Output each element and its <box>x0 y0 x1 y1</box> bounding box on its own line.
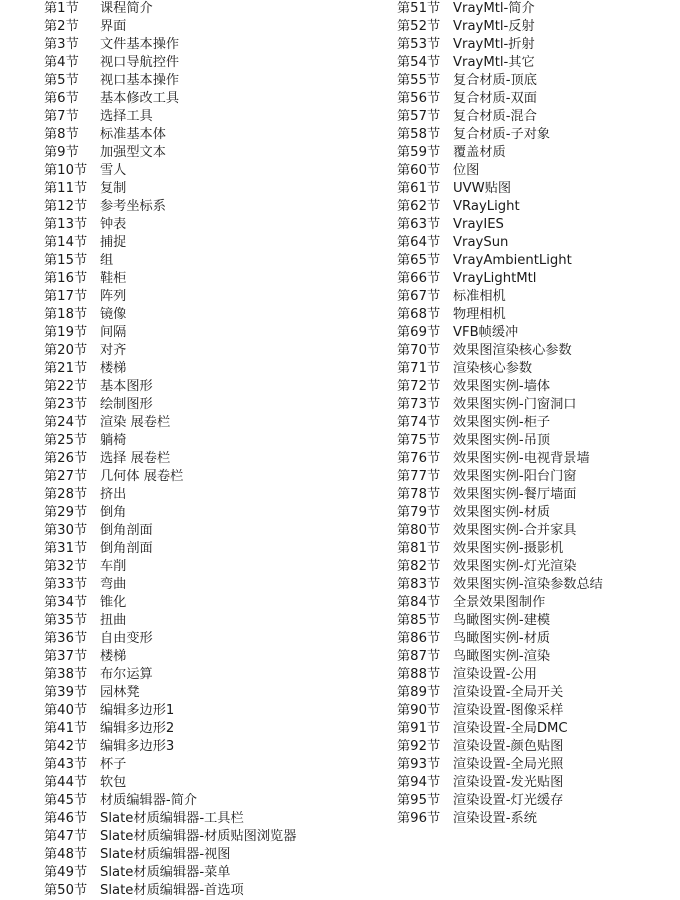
lesson-title: 鞋柜 <box>100 271 127 286</box>
lesson-item <box>44 810 364 828</box>
lesson-number: 第23节 <box>44 397 88 412</box>
lesson-number: 第21节 <box>44 361 88 376</box>
lesson-number: 第89节 <box>397 685 441 700</box>
lesson-title: 倒角剖面 <box>100 523 153 538</box>
lesson-item <box>397 72 677 90</box>
lesson-number: 第20节 <box>44 343 88 358</box>
lesson-item <box>44 90 364 108</box>
lesson-title: VrayIES <box>453 217 504 232</box>
lesson-title: UVW贴图 <box>453 181 512 196</box>
lesson-number: 第92节 <box>397 739 441 754</box>
lesson-item <box>44 216 364 234</box>
lesson-title: 渲染设置-系统 <box>453 811 537 826</box>
lesson-title: 间隔 <box>100 325 127 340</box>
lesson-number: 第33节 <box>44 577 88 592</box>
lesson-number: 第13节 <box>44 217 88 232</box>
lesson-number: 第24节 <box>44 415 88 430</box>
lesson-title: 文件基本操作 <box>100 37 180 52</box>
lesson-item <box>397 558 677 576</box>
lesson-title: 渲染设置-公用 <box>453 667 537 682</box>
lesson-title: 渲染设置-全局DMC <box>453 721 568 736</box>
lesson-title: 界面 <box>100 19 127 34</box>
lesson-number: 第25节 <box>44 433 88 448</box>
lesson-number: 第74节 <box>397 415 441 430</box>
lesson-title: 标准基本体 <box>100 127 166 142</box>
lesson-title: 阵列 <box>100 289 127 304</box>
lesson-number: 第1节 <box>44 1 79 16</box>
lesson-title: 几何体 展卷栏 <box>100 469 184 484</box>
lesson-title: Slate材质编辑器-视图 <box>100 847 231 862</box>
lesson-item <box>397 270 677 288</box>
lesson-number: 第62节 <box>397 199 441 214</box>
lesson-item <box>397 324 677 342</box>
lesson-number: 第11节 <box>44 181 88 196</box>
lesson-title: 覆盖材质 <box>453 145 506 160</box>
lesson-item <box>44 54 364 72</box>
lesson-item <box>44 396 364 414</box>
lesson-item <box>44 180 364 198</box>
lesson-number: 第71节 <box>397 361 441 376</box>
lesson-item <box>44 288 364 306</box>
lesson-number: 第69节 <box>397 325 441 340</box>
lesson-item <box>44 792 364 810</box>
lesson-title: 鸟瞰图实例-建模 <box>453 613 551 628</box>
lesson-title: 捕捉 <box>100 235 127 250</box>
lesson-title: 渲染设置-全局开关 <box>453 685 564 700</box>
lesson-number: 第95节 <box>397 793 441 808</box>
lesson-number: 第87节 <box>397 649 441 664</box>
lesson-title: 渲染核心参数 <box>453 361 533 376</box>
lesson-title: 复合材质-双面 <box>453 91 537 106</box>
lesson-item <box>397 468 677 486</box>
lesson-item <box>44 108 364 126</box>
lesson-number: 第82节 <box>397 559 441 574</box>
lesson-number: 第16节 <box>44 271 88 286</box>
lesson-item <box>44 882 364 900</box>
lesson-title: 视口基本操作 <box>100 73 180 88</box>
lesson-item <box>397 774 677 792</box>
lesson-title: 效果图实例-材质 <box>453 505 551 520</box>
lesson-item <box>44 234 364 252</box>
lesson-number: 第34节 <box>44 595 88 610</box>
lesson-number: 第75节 <box>397 433 441 448</box>
lesson-number: 第85节 <box>397 613 441 628</box>
lesson-title: 效果图实例-摄影机 <box>453 541 564 556</box>
lesson-number: 第72节 <box>397 379 441 394</box>
lesson-item <box>44 774 364 792</box>
lesson-title: 效果图实例-柜子 <box>453 415 551 430</box>
lesson-number: 第49节 <box>44 865 88 880</box>
lesson-item <box>44 360 364 378</box>
lesson-item <box>397 504 677 522</box>
lesson-item <box>397 0 677 18</box>
lesson-item <box>397 450 677 468</box>
lesson-title: 标准相机 <box>453 289 506 304</box>
lesson-item <box>397 702 677 720</box>
lesson-item <box>44 504 364 522</box>
lesson-title: VrayAmbientLight <box>453 253 572 268</box>
lesson-number: 第45节 <box>44 793 88 808</box>
lesson-title: VrayMtl-折射 <box>453 37 535 52</box>
lesson-number: 第19节 <box>44 325 88 340</box>
lesson-title: 基本修改工具 <box>100 91 180 106</box>
lesson-number: 第30节 <box>44 523 88 538</box>
lesson-number: 第65节 <box>397 253 441 268</box>
lesson-number: 第86节 <box>397 631 441 646</box>
lesson-item <box>397 594 677 612</box>
lesson-item <box>397 612 677 630</box>
lesson-title: VRayLight <box>453 199 520 214</box>
lesson-title: VrayLightMtl <box>453 271 537 286</box>
lesson-number: 第26节 <box>44 451 88 466</box>
lesson-number: 第9节 <box>44 145 79 160</box>
lesson-item <box>397 90 677 108</box>
lesson-title: 楼梯 <box>100 649 127 664</box>
lesson-number: 第84节 <box>397 595 441 610</box>
lesson-item <box>44 612 364 630</box>
lesson-title: 镜像 <box>100 307 127 322</box>
lesson-item <box>397 252 677 270</box>
lesson-item <box>44 522 364 540</box>
lesson-item <box>397 792 677 810</box>
lesson-title: Slate材质编辑器-工具栏 <box>100 811 244 826</box>
lesson-title: 参考坐标系 <box>100 199 166 214</box>
lesson-item <box>44 828 364 846</box>
lesson-item <box>397 54 677 72</box>
lesson-item <box>44 720 364 738</box>
lesson-item <box>397 126 677 144</box>
lesson-item <box>397 810 677 828</box>
lesson-item <box>44 72 364 90</box>
lesson-number: 第29节 <box>44 505 88 520</box>
lesson-item <box>397 360 677 378</box>
lesson-number: 第83节 <box>397 577 441 592</box>
lesson-number: 第56节 <box>397 91 441 106</box>
lesson-item <box>397 180 677 198</box>
lesson-title: 渲染设置-发光贴图 <box>453 775 564 790</box>
lesson-item <box>397 198 677 216</box>
lesson-number: 第58节 <box>397 127 441 142</box>
lesson-number: 第15节 <box>44 253 88 268</box>
lesson-number: 第57节 <box>397 109 441 124</box>
lesson-item <box>44 576 364 594</box>
lesson-title: 雪人 <box>100 163 127 178</box>
lesson-number: 第39节 <box>44 685 88 700</box>
lesson-item <box>397 342 677 360</box>
lesson-number: 第36节 <box>44 631 88 646</box>
lesson-item <box>44 702 364 720</box>
lesson-number: 第28节 <box>44 487 88 502</box>
lesson-title: Slate材质编辑器-首选项 <box>100 883 244 898</box>
lesson-title: 基本图形 <box>100 379 153 394</box>
lesson-title: VrayMtl-简介 <box>453 1 535 16</box>
lesson-number: 第44节 <box>44 775 88 790</box>
lesson-title: 效果图实例-阳台门窗 <box>453 469 577 484</box>
lesson-item <box>397 666 677 684</box>
lesson-title: VraySun <box>453 235 509 250</box>
lesson-number: 第5节 <box>44 73 79 88</box>
lesson-title: 效果图实例-墙体 <box>453 379 551 394</box>
lesson-title: 复合材质-子对象 <box>453 127 551 142</box>
lesson-number: 第32节 <box>44 559 88 574</box>
lesson-title: 车削 <box>100 559 127 574</box>
lesson-number: 第77节 <box>397 469 441 484</box>
lesson-item <box>397 738 677 756</box>
lesson-item <box>44 252 364 270</box>
lesson-title: 渲染 展卷栏 <box>100 415 171 430</box>
lesson-number: 第43节 <box>44 757 88 772</box>
lesson-item <box>44 846 364 864</box>
lesson-title: Slate材质编辑器-菜单 <box>100 865 231 880</box>
lesson-title: 园林凳 <box>100 685 140 700</box>
lesson-title: 复制 <box>100 181 127 196</box>
lesson-number: 第66节 <box>397 271 441 286</box>
lesson-title: 钟表 <box>100 217 127 232</box>
lesson-item <box>44 18 364 36</box>
lesson-number: 第48节 <box>44 847 88 862</box>
lesson-list-left <box>44 0 364 900</box>
lesson-title: 全景效果图制作 <box>453 595 546 610</box>
lesson-item <box>44 666 364 684</box>
lesson-title: 编辑多边形1 <box>100 703 175 718</box>
lesson-number: 第54节 <box>397 55 441 70</box>
lesson-title: 复合材质-混合 <box>453 109 537 124</box>
lesson-number: 第93节 <box>397 757 441 772</box>
lesson-number: 第90节 <box>397 703 441 718</box>
lesson-title: 课程简介 <box>100 1 153 16</box>
lesson-number: 第70节 <box>397 343 441 358</box>
lesson-item <box>44 468 364 486</box>
lesson-number: 第38节 <box>44 667 88 682</box>
lesson-number: 第27节 <box>44 469 88 484</box>
lesson-number: 第88节 <box>397 667 441 682</box>
lesson-number: 第14节 <box>44 235 88 250</box>
lesson-title: 布尔运算 <box>100 667 153 682</box>
lesson-number: 第47节 <box>44 829 88 844</box>
lesson-title: 倒角 <box>100 505 127 520</box>
lesson-title: 渲染设置-颜色贴图 <box>453 739 564 754</box>
lesson-title: 复合材质-顶底 <box>453 73 537 88</box>
lesson-number: 第67节 <box>397 289 441 304</box>
lesson-item <box>44 0 364 18</box>
lesson-number: 第53节 <box>397 37 441 52</box>
lesson-item <box>44 594 364 612</box>
lesson-item <box>44 324 364 342</box>
lesson-title: 躺椅 <box>100 433 127 448</box>
lesson-number: 第8节 <box>44 127 79 142</box>
lesson-number: 第22节 <box>44 379 88 394</box>
lesson-item <box>397 486 677 504</box>
lesson-number: 第37节 <box>44 649 88 664</box>
lesson-title: 效果图实例-电视背景墙 <box>453 451 590 466</box>
lesson-item <box>44 36 364 54</box>
lesson-title: VFB帧缓冲 <box>453 325 519 340</box>
lesson-number: 第51节 <box>397 1 441 16</box>
lesson-item <box>397 36 677 54</box>
lesson-number: 第68节 <box>397 307 441 322</box>
lesson-number: 第91节 <box>397 721 441 736</box>
lesson-item <box>44 558 364 576</box>
lesson-title: VrayMtl-其它 <box>453 55 535 70</box>
lesson-number: 第41节 <box>44 721 88 736</box>
lesson-number: 第81节 <box>397 541 441 556</box>
lesson-number: 第55节 <box>397 73 441 88</box>
lesson-item <box>44 306 364 324</box>
lesson-item <box>44 864 364 882</box>
lesson-number: 第79节 <box>397 505 441 520</box>
lesson-title: 绘制图形 <box>100 397 153 412</box>
lesson-number: 第61节 <box>397 181 441 196</box>
lesson-item <box>397 216 677 234</box>
lesson-item <box>397 288 677 306</box>
lesson-title: 软包 <box>100 775 127 790</box>
lesson-item <box>44 684 364 702</box>
lesson-number: 第63节 <box>397 217 441 232</box>
lesson-number: 第96节 <box>397 811 441 826</box>
lesson-number: 第76节 <box>397 451 441 466</box>
lesson-title: 鸟瞰图实例-渲染 <box>453 649 551 664</box>
lesson-number: 第6节 <box>44 91 79 106</box>
lesson-item <box>44 414 364 432</box>
lesson-number: 第42节 <box>44 739 88 754</box>
lesson-item <box>44 432 364 450</box>
lesson-number: 第80节 <box>397 523 441 538</box>
lesson-number: 第40节 <box>44 703 88 718</box>
lesson-item <box>397 648 677 666</box>
lesson-title: 效果图实例-渲染参数总结 <box>453 577 603 592</box>
lesson-number: 第17节 <box>44 289 88 304</box>
lesson-number: 第2节 <box>44 19 79 34</box>
lesson-title: 编辑多边形2 <box>100 721 175 736</box>
lesson-number: 第18节 <box>44 307 88 322</box>
lesson-item <box>44 270 364 288</box>
lesson-item <box>44 648 364 666</box>
lesson-item <box>44 540 364 558</box>
lesson-number: 第12节 <box>44 199 88 214</box>
lesson-item <box>44 162 364 180</box>
lesson-item <box>44 342 364 360</box>
lesson-number: 第64节 <box>397 235 441 250</box>
lesson-item <box>44 738 364 756</box>
lesson-title: 效果图实例-合并家具 <box>453 523 577 538</box>
lesson-number: 第73节 <box>397 397 441 412</box>
lesson-item <box>44 756 364 774</box>
lesson-title: 位图 <box>453 163 480 178</box>
lesson-item <box>44 450 364 468</box>
lesson-number: 第7节 <box>44 109 79 124</box>
lesson-title: 物理相机 <box>453 307 506 322</box>
lesson-title: 效果图实例-吊顶 <box>453 433 551 448</box>
lesson-item <box>44 126 364 144</box>
lesson-number: 第52节 <box>397 19 441 34</box>
lesson-title: VrayMtl-反射 <box>453 19 535 34</box>
lesson-title: 选择 展卷栏 <box>100 451 171 466</box>
lesson-item <box>397 396 677 414</box>
lesson-number: 第35节 <box>44 613 88 628</box>
lesson-item <box>44 144 364 162</box>
lesson-item <box>397 234 677 252</box>
lesson-item <box>397 432 677 450</box>
lesson-title: 编辑多边形3 <box>100 739 175 754</box>
lesson-item <box>397 414 677 432</box>
lesson-title: 效果图实例-餐厅墙面 <box>453 487 577 502</box>
lesson-item <box>44 198 364 216</box>
lesson-number: 第50节 <box>44 883 88 898</box>
lesson-title: 锥化 <box>100 595 127 610</box>
lesson-title: 效果图实例-灯光渲染 <box>453 559 577 574</box>
lesson-title: 渲染设置-灯光缓存 <box>453 793 564 808</box>
lesson-item <box>44 378 364 396</box>
lesson-item <box>397 108 677 126</box>
lesson-title: 渲染设置-全局光照 <box>453 757 564 772</box>
lesson-list-right <box>397 0 677 828</box>
lesson-number: 第78节 <box>397 487 441 502</box>
lesson-title: 对齐 <box>100 343 127 358</box>
lesson-number: 第94节 <box>397 775 441 790</box>
lesson-title: 自由变形 <box>100 631 153 646</box>
lesson-item <box>397 630 677 648</box>
lesson-item <box>397 522 677 540</box>
lesson-title: 楼梯 <box>100 361 127 376</box>
lesson-title: Slate材质编辑器-材质贴图浏览器 <box>100 829 297 844</box>
lesson-item <box>397 540 677 558</box>
lesson-title: 选择工具 <box>100 109 153 124</box>
lesson-title: 渲染设置-图像采样 <box>453 703 564 718</box>
lesson-number: 第46节 <box>44 811 88 826</box>
lesson-item <box>44 486 364 504</box>
lesson-number: 第4节 <box>44 55 79 70</box>
lesson-item <box>397 162 677 180</box>
lesson-item <box>397 720 677 738</box>
lesson-title: 视口导航控件 <box>100 55 180 70</box>
lesson-item <box>397 756 677 774</box>
lesson-title: 弯曲 <box>100 577 127 592</box>
lesson-item <box>397 684 677 702</box>
lesson-title: 材质编辑器-简介 <box>100 793 198 808</box>
lesson-number: 第59节 <box>397 145 441 160</box>
lesson-item <box>397 18 677 36</box>
lesson-number: 第10节 <box>44 163 88 178</box>
lesson-item <box>397 576 677 594</box>
lesson-item <box>397 144 677 162</box>
lesson-number: 第60节 <box>397 163 441 178</box>
lesson-title: 倒角剖面 <box>100 541 153 556</box>
lesson-title: 挤出 <box>100 487 127 502</box>
lesson-title: 效果图渲染核心参数 <box>453 343 572 358</box>
lesson-title: 加强型文本 <box>100 145 166 160</box>
lesson-item <box>44 630 364 648</box>
lesson-title: 鸟瞰图实例-材质 <box>453 631 551 646</box>
lesson-number: 第3节 <box>44 37 79 52</box>
lesson-item <box>397 378 677 396</box>
lesson-title: 效果图实例-门窗洞口 <box>453 397 577 412</box>
lesson-number: 第31节 <box>44 541 88 556</box>
lesson-title: 组 <box>100 253 114 268</box>
lesson-title: 扭曲 <box>100 613 127 628</box>
lesson-title: 杯子 <box>100 757 127 772</box>
lesson-item <box>397 306 677 324</box>
